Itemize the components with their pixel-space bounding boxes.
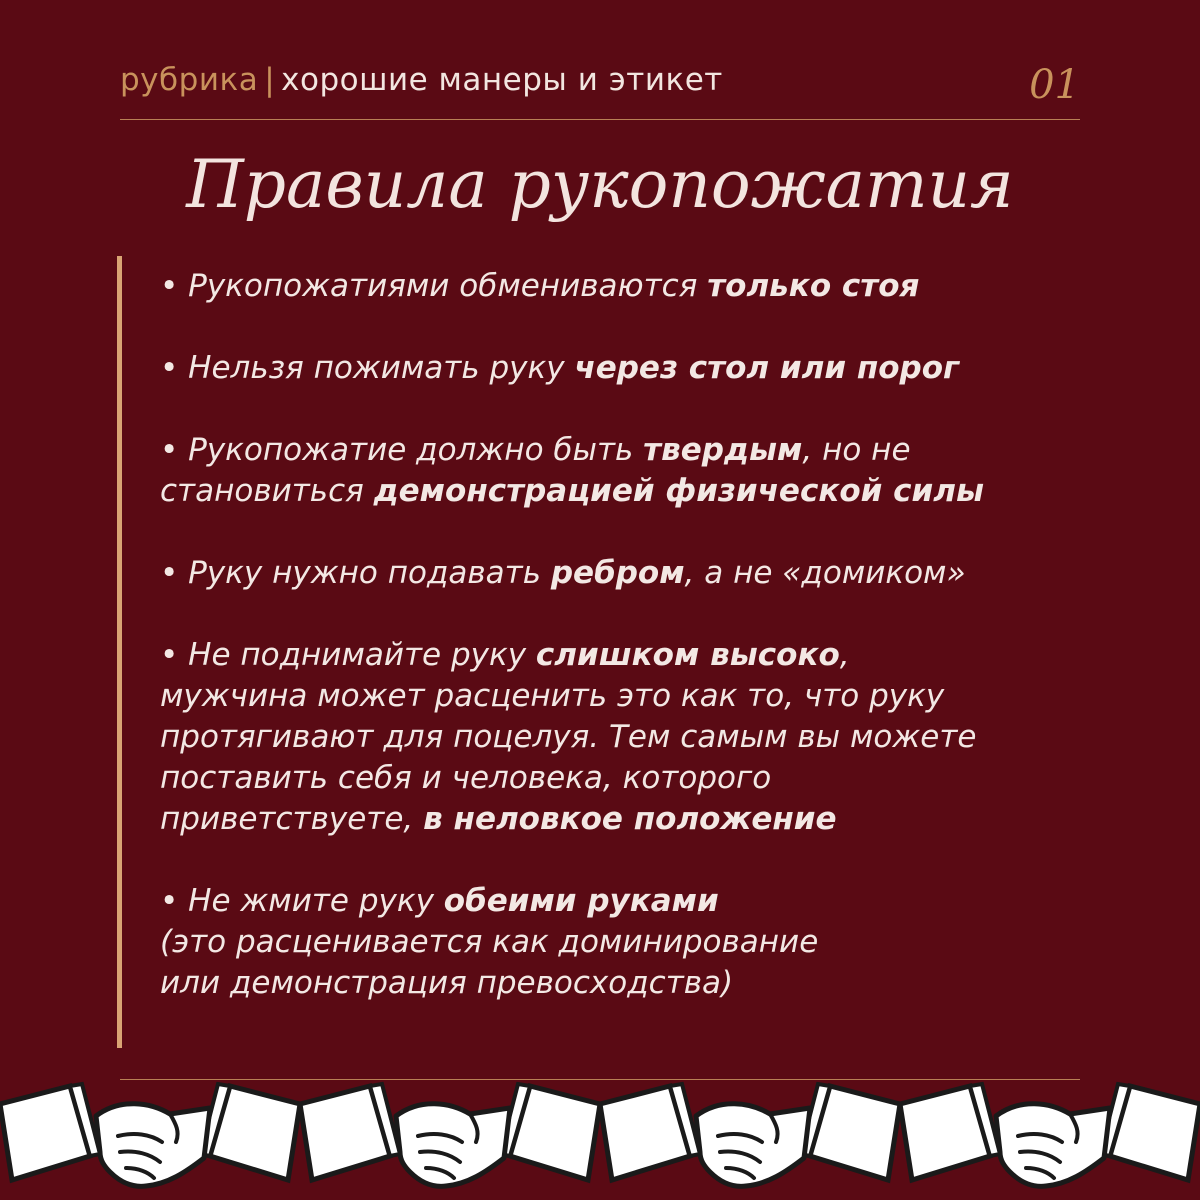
rule-item bbox=[160, 348, 1060, 389]
rule-text: или демонстрация превосходства) bbox=[160, 965, 734, 1001]
rubric-separator: | bbox=[264, 62, 276, 98]
rule-line bbox=[160, 553, 1060, 594]
rule-line bbox=[160, 963, 1060, 1004]
header-divider bbox=[120, 119, 1080, 120]
rule-line bbox=[160, 922, 1060, 963]
rule-emphasis: слишком высоко bbox=[535, 637, 840, 673]
rule-emphasis: в неловкое положение bbox=[423, 801, 837, 837]
handshake-icon bbox=[900, 1084, 1200, 1186]
handshake-icon bbox=[0, 1084, 300, 1186]
handshake-icon bbox=[600, 1084, 900, 1186]
rule-line bbox=[160, 348, 1060, 389]
rule-text: приветствуете, bbox=[160, 801, 424, 837]
rule-line bbox=[160, 799, 1060, 840]
rule-item bbox=[160, 635, 1060, 840]
rule-text: • Не жмите руку bbox=[160, 883, 444, 919]
rubric-label: рубрика bbox=[120, 62, 259, 98]
rule-text: поставить себя и человека, которого bbox=[160, 760, 772, 796]
rule-line bbox=[160, 717, 1060, 758]
rule-text: • Руку нужно подавать bbox=[160, 555, 551, 591]
rule-text: мужчина может расценить это как то, что руку bbox=[160, 678, 945, 714]
rule-emphasis: твердым bbox=[643, 432, 803, 468]
rule-item bbox=[160, 266, 1060, 307]
rule-text: , но не bbox=[802, 432, 911, 468]
rule-line bbox=[160, 266, 1060, 307]
rule-emphasis: ребром bbox=[550, 555, 685, 591]
rule-text: • Нельзя пожимать руку bbox=[160, 350, 575, 386]
rubric-line bbox=[120, 62, 723, 98]
rule-line bbox=[160, 430, 1060, 471]
page-number: 01 bbox=[1029, 62, 1080, 108]
rule-item bbox=[160, 881, 1060, 1004]
rule-text: , bbox=[839, 637, 850, 673]
rule-item bbox=[160, 553, 1060, 594]
rule-line bbox=[160, 881, 1060, 922]
rule-emphasis: только стоя bbox=[707, 268, 920, 304]
rule-text: , а не «домиком» bbox=[684, 555, 966, 591]
rule-emphasis: через стол или порог bbox=[574, 350, 960, 386]
handshake-border bbox=[0, 1058, 1200, 1200]
rule-text: протягивают для поцелуя. Тем самым вы можете bbox=[160, 719, 977, 755]
rule-text: становиться bbox=[160, 473, 374, 509]
rules-list bbox=[160, 266, 1060, 1045]
rule-text: (это расценивается как доминирование bbox=[160, 924, 819, 960]
accent-bar bbox=[117, 256, 122, 1048]
handshake-icon bbox=[300, 1084, 600, 1186]
rule-emphasis: обеими руками bbox=[443, 883, 719, 919]
rule-line bbox=[160, 676, 1060, 717]
rule-line bbox=[160, 471, 1060, 512]
rule-emphasis: демонстрацией физической силы bbox=[373, 473, 985, 509]
page-title: Правила рукопожатия bbox=[186, 146, 1014, 223]
rubric-topic: хорошие манеры и этикет bbox=[281, 62, 723, 98]
rule-text: • Не поднимайте руку bbox=[160, 637, 536, 673]
rule-text: • Рукопожатиями обмениваются bbox=[160, 268, 708, 304]
rule-line bbox=[160, 758, 1060, 799]
rule-line bbox=[160, 635, 1060, 676]
header bbox=[120, 58, 1080, 108]
rule-item bbox=[160, 430, 1060, 512]
rule-text: • Рукопожатие должно быть bbox=[160, 432, 644, 468]
